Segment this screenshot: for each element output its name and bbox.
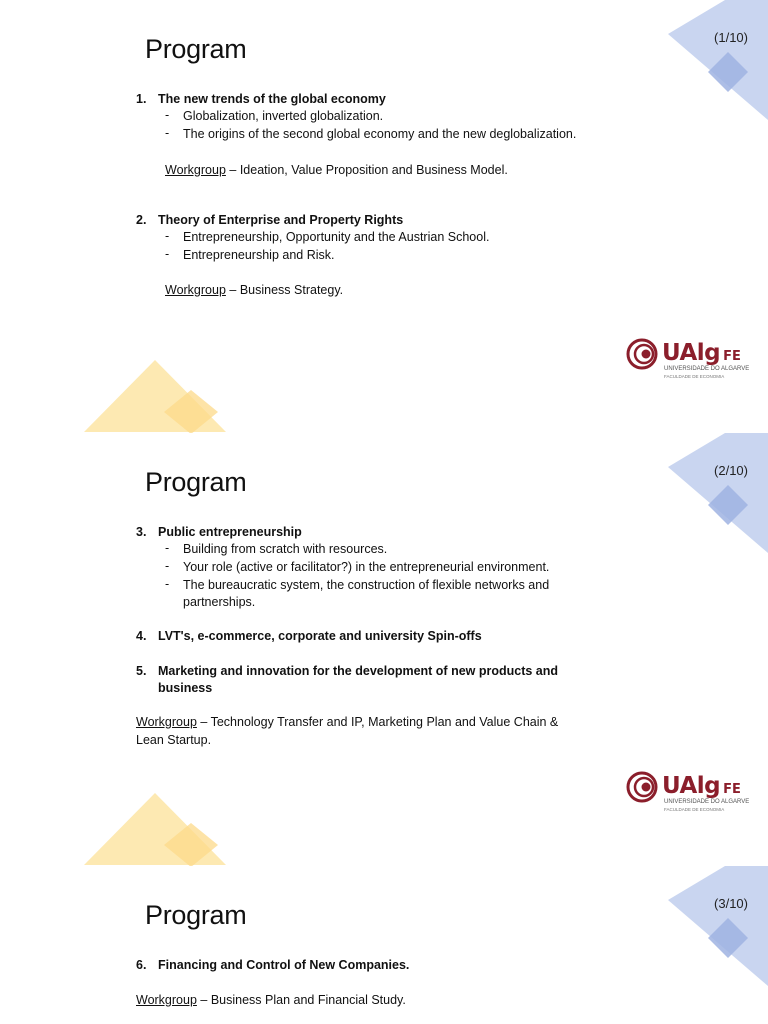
slide-3 (0, 866, 768, 1024)
sub-item: The origins of the second global economy and the new deglobalization. (183, 127, 577, 141)
workgroup-text: – Business Plan and Financial Study. (196, 993, 406, 1007)
bullet-dash: - (165, 541, 170, 555)
item-heading: Financing and Control of New Companies. (158, 958, 410, 972)
item-number: 2. (136, 213, 147, 227)
slide-2 (0, 433, 768, 866)
workgroup-text: – Ideation, Value Proposition and Business Model. (225, 163, 508, 177)
corner-decoration-yellow (84, 360, 229, 433)
item-heading: LVT's, e-commerce, corporate and university Spin-offs (158, 629, 482, 643)
item-heading: Theory of Enterprise and Property Rights (158, 213, 404, 227)
logo-university: UNIVERSIDADE DO ALGARVE (664, 366, 750, 372)
item-heading: Public entrepreneurship (158, 525, 302, 539)
logo-faculty: FACULDADE DE ECONOMIA (664, 807, 725, 812)
ualg-logo (626, 338, 756, 388)
corner-decoration-blue (668, 866, 768, 986)
workgroup-line (136, 991, 406, 1009)
page-number: (2/10) (714, 463, 748, 478)
bullet-dash: - (165, 229, 170, 243)
bullet-dash: - (165, 559, 170, 573)
sub-item: Building from scratch with resources. (183, 542, 388, 556)
bullet-dash: - (165, 126, 170, 140)
corner-decoration-blue (668, 433, 768, 553)
logo-faculty: FACULDADE DE ECONOMIA (664, 374, 725, 379)
item-number: 4. (136, 629, 147, 643)
sub-item: Entrepreneurship, Opportunity and the Austrian School. (183, 230, 490, 244)
workgroup-label: Workgroup (165, 283, 226, 297)
sub-item: Globalization, inverted globalization. (183, 109, 384, 123)
item-number: 3. (136, 525, 147, 539)
corner-decoration-yellow (84, 793, 229, 866)
workgroup-label: Workgroup (165, 163, 226, 177)
workgroup-label: Workgroup (136, 993, 197, 1007)
bullet-dash: - (165, 247, 170, 261)
logo-mark-icon (626, 338, 660, 372)
workgroup-line (136, 713, 586, 749)
workgroup-line (165, 281, 343, 299)
logo-university: UNIVERSIDADE DO ALGARVE (664, 799, 750, 805)
item-number: 1. (136, 92, 147, 106)
item-number: 6. (136, 958, 147, 972)
sub-item: Entrepreneurship and Risk. (183, 248, 335, 262)
logo-brand: UAlg FE (662, 773, 741, 799)
ualg-logo (626, 771, 756, 821)
workgroup-line (165, 161, 508, 179)
sub-item: Your role (active or facilitator?) in the entrepreneurial environment. (183, 560, 550, 574)
sub-item: The bureaucratic system, the construction of flexible networks and partnerships. (183, 578, 550, 609)
logo-mark-icon (626, 771, 660, 805)
bullet-dash: - (165, 108, 170, 122)
page-number: (1/10) (714, 30, 748, 45)
item-heading: The new trends of the global economy (158, 92, 386, 106)
page-title: Program (145, 467, 247, 497)
logo-brand: UAlg FE (662, 340, 741, 366)
item-number: 5. (136, 664, 147, 678)
page-title: Program (145, 900, 247, 930)
page-number: (3/10) (714, 896, 748, 911)
item-heading: Marketing and innovation for the development of new products and business (158, 664, 559, 695)
bullet-dash: - (165, 577, 170, 591)
corner-decoration-blue (668, 0, 768, 120)
workgroup-text: – Technology Transfer and IP, Marketing Plan and Value Chain & Lean Startup. (136, 715, 559, 747)
page-title: Program (145, 34, 247, 64)
workgroup-text: – Business Strategy. (225, 283, 344, 297)
workgroup-label: Workgroup (136, 715, 197, 729)
slide-1 (0, 0, 768, 433)
